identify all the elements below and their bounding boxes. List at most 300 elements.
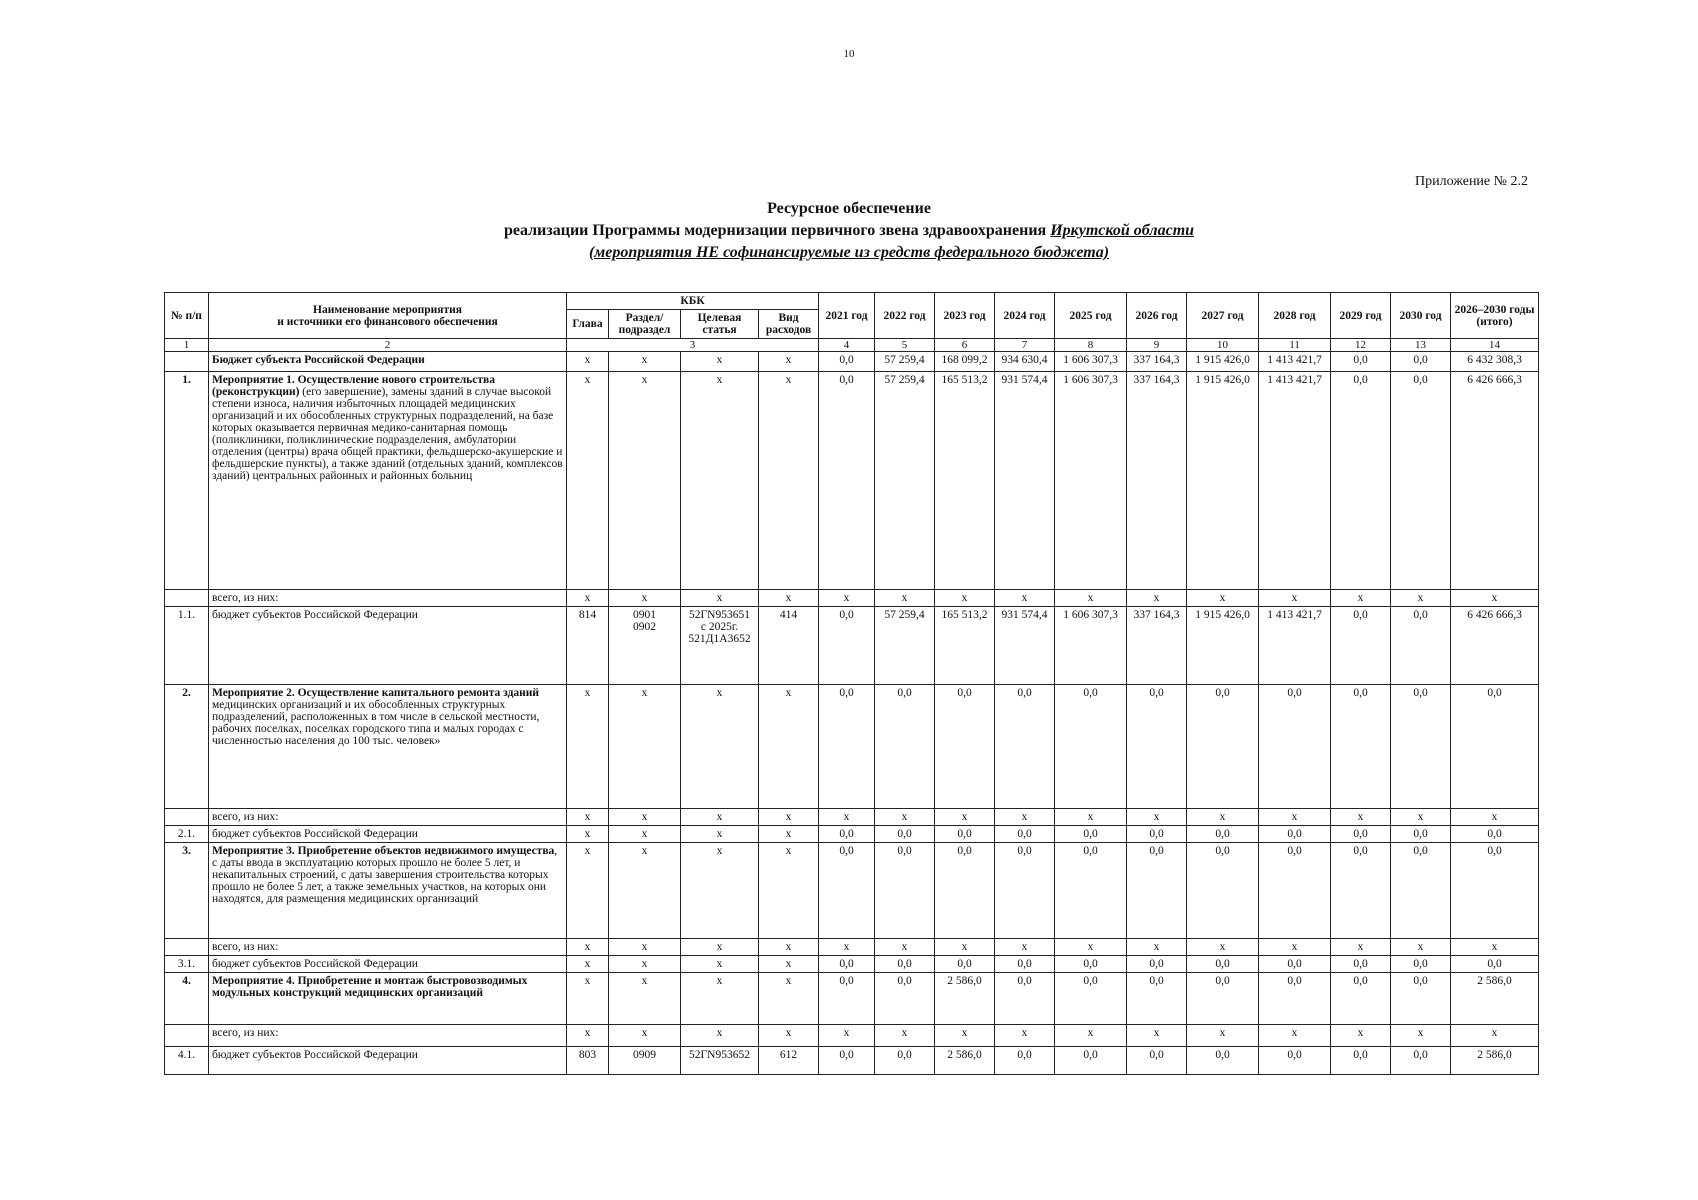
value-cell: 165 513,2 <box>935 607 995 685</box>
value-cell: 1 606 307,3 <box>1055 372 1127 590</box>
kbk-razdel <box>609 809 681 826</box>
value-cell: 0,0 <box>1187 685 1259 809</box>
value-cell: х <box>875 590 935 607</box>
cell-text: х <box>785 941 792 953</box>
value-cell: х <box>1331 939 1391 956</box>
cell-text: х <box>641 811 648 823</box>
value-cell: 0,0 <box>875 956 935 973</box>
value-cell: 0,0 <box>819 607 875 685</box>
value-cell: х <box>935 590 995 607</box>
row-name-text: всего, из них: <box>212 941 279 953</box>
table-row <box>165 843 1539 939</box>
value-cell: х <box>1187 1025 1259 1047</box>
value-cell: 0,0 <box>1127 1047 1187 1075</box>
header-name-line1: Наименование мероприятия <box>313 303 462 316</box>
value-cell: 0,0 <box>1187 956 1259 973</box>
value-cell: 0,0 <box>1055 973 1127 1025</box>
value-cell: 0,0 <box>1187 843 1259 939</box>
table-row <box>165 1047 1539 1075</box>
value-cell: х <box>1127 939 1187 956</box>
kbk-vid <box>759 809 819 826</box>
kbk-celevaya <box>681 685 759 809</box>
row-number: 3.1. <box>165 956 209 973</box>
kbk-razdel <box>609 939 681 956</box>
value-cell: 1 915 426,0 <box>1187 352 1259 372</box>
value-cell: 0,0 <box>935 956 995 973</box>
header-name <box>209 293 567 339</box>
cell-text: х <box>785 828 792 840</box>
row-name <box>209 590 567 607</box>
row-name-text: всего, из них: <box>212 592 279 604</box>
kbk-vid <box>759 607 819 685</box>
value-cell: х <box>935 1025 995 1047</box>
value-cell: 0,0 <box>995 1047 1055 1075</box>
col-index: 13 <box>1391 339 1451 352</box>
table-row <box>165 809 1539 826</box>
cell-text: 814 <box>578 609 597 621</box>
col-index: 12 <box>1331 339 1391 352</box>
row-name-text: всего, из них: <box>212 811 279 823</box>
value-cell: 0,0 <box>1451 826 1539 843</box>
kbk-vid <box>759 352 819 372</box>
cell-text: х <box>785 845 792 857</box>
header-2030: 2030 год <box>1391 293 1451 339</box>
cell-text: х <box>785 975 792 987</box>
cell-text: х <box>641 941 648 953</box>
value-cell: х <box>1259 809 1331 826</box>
kbk-glava <box>567 607 609 685</box>
cell-text: х <box>641 828 648 840</box>
row-name <box>209 939 567 956</box>
value-cell: 337 164,3 <box>1127 352 1187 372</box>
row-name-text: всего, из них: <box>212 1027 279 1039</box>
kbk-razdel <box>609 956 681 973</box>
table-row <box>165 372 1539 590</box>
value-cell: 57 259,4 <box>875 352 935 372</box>
value-cell: х <box>1391 809 1451 826</box>
cell-text: 0901 0902 <box>633 609 656 633</box>
kbk-vid <box>759 372 819 590</box>
value-cell: 0,0 <box>1055 956 1127 973</box>
value-cell: 0,0 <box>935 826 995 843</box>
value-cell: х <box>1331 1025 1391 1047</box>
row-number: 4.1. <box>165 1047 209 1075</box>
value-cell: 931 574,4 <box>995 372 1055 590</box>
kbk-razdel <box>609 826 681 843</box>
kbk-celevaya <box>681 973 759 1025</box>
value-cell: 0,0 <box>1127 685 1187 809</box>
kbk-razdel <box>609 1047 681 1075</box>
value-cell: х <box>1391 939 1451 956</box>
value-cell: 1 915 426,0 <box>1187 607 1259 685</box>
value-cell: х <box>1187 590 1259 607</box>
value-cell: 2 586,0 <box>1451 973 1539 1025</box>
value-cell: х <box>1127 590 1187 607</box>
cell-text: х <box>584 975 591 987</box>
cell-text: х <box>584 845 591 857</box>
value-cell: 0,0 <box>1259 826 1331 843</box>
header-2023: 2023 год <box>935 293 995 339</box>
value-cell: 0,0 <box>1331 352 1391 372</box>
header-2029: 2029 год <box>1331 293 1391 339</box>
col-index: 2 <box>209 339 567 352</box>
kbk-celevaya <box>681 607 759 685</box>
value-cell: х <box>1331 590 1391 607</box>
kbk-celevaya <box>681 1025 759 1047</box>
cell-text: х <box>584 1027 591 1039</box>
cell-text: х <box>716 845 723 857</box>
value-cell: 0,0 <box>1391 352 1451 372</box>
value-cell: 0,0 <box>1055 685 1127 809</box>
value-cell: 337 164,3 <box>1127 607 1187 685</box>
cell-text: х <box>584 828 591 840</box>
value-cell: 0,0 <box>1055 843 1127 939</box>
col-index: 11 <box>1259 339 1331 352</box>
value-cell: х <box>875 1025 935 1047</box>
kbk-celevaya <box>681 372 759 590</box>
row-number <box>165 939 209 956</box>
col-index: 3 <box>567 339 819 352</box>
cell-text: х <box>584 941 591 953</box>
row-name <box>209 1025 567 1047</box>
cell-text: х <box>716 811 723 823</box>
header-2022: 2022 год <box>875 293 935 339</box>
value-cell: х <box>995 809 1055 826</box>
cell-text: х <box>641 1027 648 1039</box>
row-number: 1. <box>165 372 209 590</box>
value-cell: 0,0 <box>875 843 935 939</box>
kbk-vid <box>759 1025 819 1047</box>
table-row <box>165 939 1539 956</box>
cell-text: 0909 <box>633 1049 656 1061</box>
value-cell: 1 606 307,3 <box>1055 607 1127 685</box>
value-cell: 6 426 666,3 <box>1451 372 1539 590</box>
header-razdel: Раздел/ подраздел <box>609 310 681 339</box>
value-cell: 337 164,3 <box>1127 372 1187 590</box>
row-number: 2.1. <box>165 826 209 843</box>
value-cell: 0,0 <box>819 843 875 939</box>
title-line-3: (мероприятия НЕ софинансируемые из средств федерального бюджета) <box>588 244 1110 261</box>
cell-text: х <box>785 354 792 366</box>
kbk-vid <box>759 956 819 973</box>
header-kbk: КБК <box>567 293 819 310</box>
value-cell: 0,0 <box>1331 372 1391 590</box>
cell-text: 612 <box>779 1049 798 1061</box>
cell-text: х <box>641 958 648 970</box>
header-2028: 2028 год <box>1259 293 1331 339</box>
value-cell: 0,0 <box>1127 826 1187 843</box>
value-cell: х <box>1055 809 1127 826</box>
value-cell: 1 413 421,7 <box>1259 607 1331 685</box>
kbk-celevaya <box>681 939 759 956</box>
cell-text: х <box>641 354 648 366</box>
value-cell: 0,0 <box>1331 1047 1391 1075</box>
row-name-text: бюджет субъектов Российской Федерации <box>212 1049 418 1061</box>
table-row <box>165 1025 1539 1047</box>
title-line-2 <box>0 220 1698 242</box>
value-cell: 0,0 <box>1187 1047 1259 1075</box>
value-cell: 0,0 <box>1259 956 1331 973</box>
value-cell: х <box>1127 809 1187 826</box>
kbk-celevaya <box>681 826 759 843</box>
title-line-2-prefix: реализации Программы модернизации первичного звена здравоохранения <box>503 222 1051 239</box>
value-cell: 0,0 <box>1331 607 1391 685</box>
kbk-glava <box>567 1047 609 1075</box>
cell-text: х <box>584 958 591 970</box>
cell-text: х <box>584 374 591 386</box>
kbk-celevaya <box>681 809 759 826</box>
row-name-text: бюджет субъектов Российской Федерации <box>212 609 418 621</box>
value-cell: 0,0 <box>1331 956 1391 973</box>
value-cell: х <box>1259 939 1331 956</box>
cell-text: х <box>716 354 723 366</box>
table-row <box>165 685 1539 809</box>
cell-text: х <box>716 1027 723 1039</box>
page-number: 10 <box>843 48 855 60</box>
col-index: 1 <box>165 339 209 352</box>
value-cell: х <box>1127 1025 1187 1047</box>
value-cell: х <box>935 939 995 956</box>
row-name-text: , с даты ввода в эксплуатацию которых прошло не более 5 лет, и некапитальных строений, с даты завершения строительства которых прошло не более 5 лет, а также земельных участков, на которых они находятся, для размещения медицинских организаций <box>212 845 558 905</box>
kbk-vid <box>759 685 819 809</box>
cell-text: х <box>641 975 648 987</box>
row-name-bold: Мероприятие 4. Приобретение и монтаж быстровозводимых модульных конструкций медицинских организаций <box>212 975 528 999</box>
col-index: 6 <box>935 339 995 352</box>
header-2026: 2026 год <box>1127 293 1187 339</box>
value-cell: х <box>1055 1025 1127 1047</box>
row-number <box>165 590 209 607</box>
cell-text: х <box>716 975 723 987</box>
cell-text: х <box>584 354 591 366</box>
row-number: 3. <box>165 843 209 939</box>
col-index: 9 <box>1127 339 1187 352</box>
cell-text: х <box>641 374 648 386</box>
value-cell: 0,0 <box>995 685 1055 809</box>
value-cell: 0,0 <box>1259 973 1331 1025</box>
header-name-line2: и источники его финансового обеспечения <box>277 315 498 328</box>
header-celevaya: Целевая статья <box>681 310 759 339</box>
table-row <box>165 352 1539 372</box>
value-cell: 0,0 <box>1451 956 1539 973</box>
row-name-bold: Бюджет субъекта Российской Федерации <box>212 354 425 366</box>
kbk-glava <box>567 843 609 939</box>
row-name <box>209 685 567 809</box>
row-name <box>209 352 567 372</box>
kbk-glava <box>567 973 609 1025</box>
cell-text: х <box>584 687 591 699</box>
kbk-razdel <box>609 973 681 1025</box>
kbk-glava <box>567 939 609 956</box>
table-row <box>165 590 1539 607</box>
row-number: 2. <box>165 685 209 809</box>
kbk-celevaya <box>681 956 759 973</box>
kbk-glava <box>567 809 609 826</box>
cell-text: х <box>716 687 723 699</box>
row-name-bold: Мероприятие 2. Осуществление капитального ремонта зданий <box>212 687 540 699</box>
kbk-vid <box>759 1047 819 1075</box>
table-row <box>165 973 1539 1025</box>
col-index: 5 <box>875 339 935 352</box>
header-glava: Глава <box>567 310 609 339</box>
kbk-razdel <box>609 843 681 939</box>
row-name <box>209 1047 567 1075</box>
row-name <box>209 372 567 590</box>
value-cell: х <box>819 590 875 607</box>
kbk-razdel <box>609 372 681 590</box>
value-cell: 6 426 666,3 <box>1451 607 1539 685</box>
row-name-text: бюджет субъектов Российской Федерации <box>212 958 418 970</box>
row-name <box>209 956 567 973</box>
kbk-glava <box>567 590 609 607</box>
header-2027: 2027 год <box>1187 293 1259 339</box>
cell-text: 52ГN953651 с 2025г. 521Д1А3652 <box>688 609 751 645</box>
cell-text: х <box>785 687 792 699</box>
value-cell: 0,0 <box>1127 956 1187 973</box>
value-cell: 165 513,2 <box>935 372 995 590</box>
kbk-razdel <box>609 590 681 607</box>
value-cell: 0,0 <box>1391 956 1451 973</box>
value-cell: 0,0 <box>819 973 875 1025</box>
value-cell: 0,0 <box>875 685 935 809</box>
resource-table <box>164 292 1539 1075</box>
cell-text: 803 <box>578 1049 597 1061</box>
value-cell: 0,0 <box>1331 973 1391 1025</box>
value-cell: 2 586,0 <box>935 1047 995 1075</box>
value-cell: 1 413 421,7 <box>1259 352 1331 372</box>
value-cell: 0,0 <box>1391 843 1451 939</box>
value-cell: х <box>1259 590 1331 607</box>
row-number: 1.1. <box>165 607 209 685</box>
cell-text: х <box>785 811 792 823</box>
header-2021: 2021 год <box>819 293 875 339</box>
value-cell: 0,0 <box>819 1047 875 1075</box>
kbk-vid <box>759 973 819 1025</box>
value-cell: х <box>1451 590 1539 607</box>
row-name-text: (его завершение), замены зданий в случае высокой степени износа, наличия избыточных площадей медицинских организаций и их обособленных структурных подразделений, на базе которых оказывается первичная медико-санитарная помощь (поликлиники, поликлинические подразделения, амбулатории отделения (центры) врача общей практики, фельдшерско-акушерские и фельдшерские пункты), а также зданий (отдельных зданий, комплексов зданий) центральных районных и районных больниц <box>212 386 563 482</box>
header-2025: 2025 год <box>1055 293 1127 339</box>
kbk-razdel <box>609 1025 681 1047</box>
table-row <box>165 607 1539 685</box>
kbk-celevaya <box>681 352 759 372</box>
value-cell: 0,0 <box>1391 1047 1451 1075</box>
col-index: 14 <box>1451 339 1539 352</box>
value-cell: 0,0 <box>1391 685 1451 809</box>
value-cell: 0,0 <box>1127 973 1187 1025</box>
title-region: Иркутской области <box>1050 222 1195 239</box>
row-name <box>209 809 567 826</box>
value-cell: 0,0 <box>995 956 1055 973</box>
value-cell: 0,0 <box>995 973 1055 1025</box>
value-cell: х <box>875 809 935 826</box>
row-number <box>165 352 209 372</box>
value-cell: 0,0 <box>1451 685 1539 809</box>
kbk-glava <box>567 1025 609 1047</box>
row-name-text: медицинских организаций и их обособленных структурных подразделений, расположенных в том числе в сельской местности, рабочих поселках, поселках городского типа и малых городах с численностью населения до 100 тыс. человек» <box>212 699 540 747</box>
title-line-1: Ресурсное обеспечение <box>767 200 931 217</box>
kbk-razdel <box>609 685 681 809</box>
table-row <box>165 956 1539 973</box>
col-index: 10 <box>1187 339 1259 352</box>
value-cell: х <box>875 939 935 956</box>
row-number: 4. <box>165 973 209 1025</box>
kbk-vid <box>759 826 819 843</box>
value-cell: 931 574,4 <box>995 607 1055 685</box>
value-cell: х <box>819 1025 875 1047</box>
row-number <box>165 1025 209 1047</box>
kbk-glava <box>567 372 609 590</box>
value-cell: х <box>995 1025 1055 1047</box>
cell-text: х <box>716 828 723 840</box>
row-name <box>209 973 567 1025</box>
value-cell: х <box>1391 590 1451 607</box>
header-num: № п/п <box>165 293 209 339</box>
value-cell: 0,0 <box>935 685 995 809</box>
cell-text: х <box>641 592 648 604</box>
value-cell: 1 413 421,7 <box>1259 372 1331 590</box>
kbk-vid <box>759 939 819 956</box>
table-row <box>165 826 1539 843</box>
value-cell: 0,0 <box>1331 685 1391 809</box>
row-name-bold: Мероприятие 1. Осуществление нового строительства (реконструкции) <box>212 374 495 398</box>
kbk-celevaya <box>681 843 759 939</box>
cell-text: х <box>641 687 648 699</box>
value-cell: 6 432 308,3 <box>1451 352 1539 372</box>
header-total: 2026–2030 годы (итого) <box>1451 293 1539 339</box>
kbk-razdel <box>609 607 681 685</box>
header-vid: Вид расходов <box>759 310 819 339</box>
kbk-glava <box>567 826 609 843</box>
kbk-razdel <box>609 352 681 372</box>
cell-text: х <box>584 811 591 823</box>
value-cell: 0,0 <box>1187 973 1259 1025</box>
cell-text: х <box>716 374 723 386</box>
header-2024: 2024 год <box>995 293 1055 339</box>
value-cell: х <box>1187 809 1259 826</box>
cell-text: х <box>785 958 792 970</box>
value-cell: х <box>1259 1025 1331 1047</box>
row-name <box>209 843 567 939</box>
appendix-label: Приложение № 2.2 <box>1415 174 1528 189</box>
value-cell: х <box>1055 939 1127 956</box>
cell-text: х <box>584 592 591 604</box>
value-cell: 0,0 <box>1055 1047 1127 1075</box>
kbk-celevaya <box>681 590 759 607</box>
value-cell: 0,0 <box>875 973 935 1025</box>
value-cell: 0,0 <box>819 352 875 372</box>
cell-text: 414 <box>779 609 798 621</box>
kbk-glava <box>567 352 609 372</box>
value-cell: х <box>1055 590 1127 607</box>
value-cell: 0,0 <box>819 372 875 590</box>
row-name <box>209 826 567 843</box>
value-cell: х <box>1331 809 1391 826</box>
row-name <box>209 607 567 685</box>
value-cell: х <box>995 590 1055 607</box>
document-title <box>0 198 1698 264</box>
value-cell: 934 630,4 <box>995 352 1055 372</box>
value-cell: 57 259,4 <box>875 372 935 590</box>
value-cell: 0,0 <box>819 956 875 973</box>
value-cell: х <box>1391 1025 1451 1047</box>
value-cell: 0,0 <box>1391 826 1451 843</box>
value-cell: 0,0 <box>1259 685 1331 809</box>
value-cell: х <box>1451 939 1539 956</box>
kbk-vid <box>759 590 819 607</box>
value-cell: х <box>1451 809 1539 826</box>
col-index: 4 <box>819 339 875 352</box>
value-cell: х <box>1451 1025 1539 1047</box>
value-cell: 0,0 <box>995 843 1055 939</box>
